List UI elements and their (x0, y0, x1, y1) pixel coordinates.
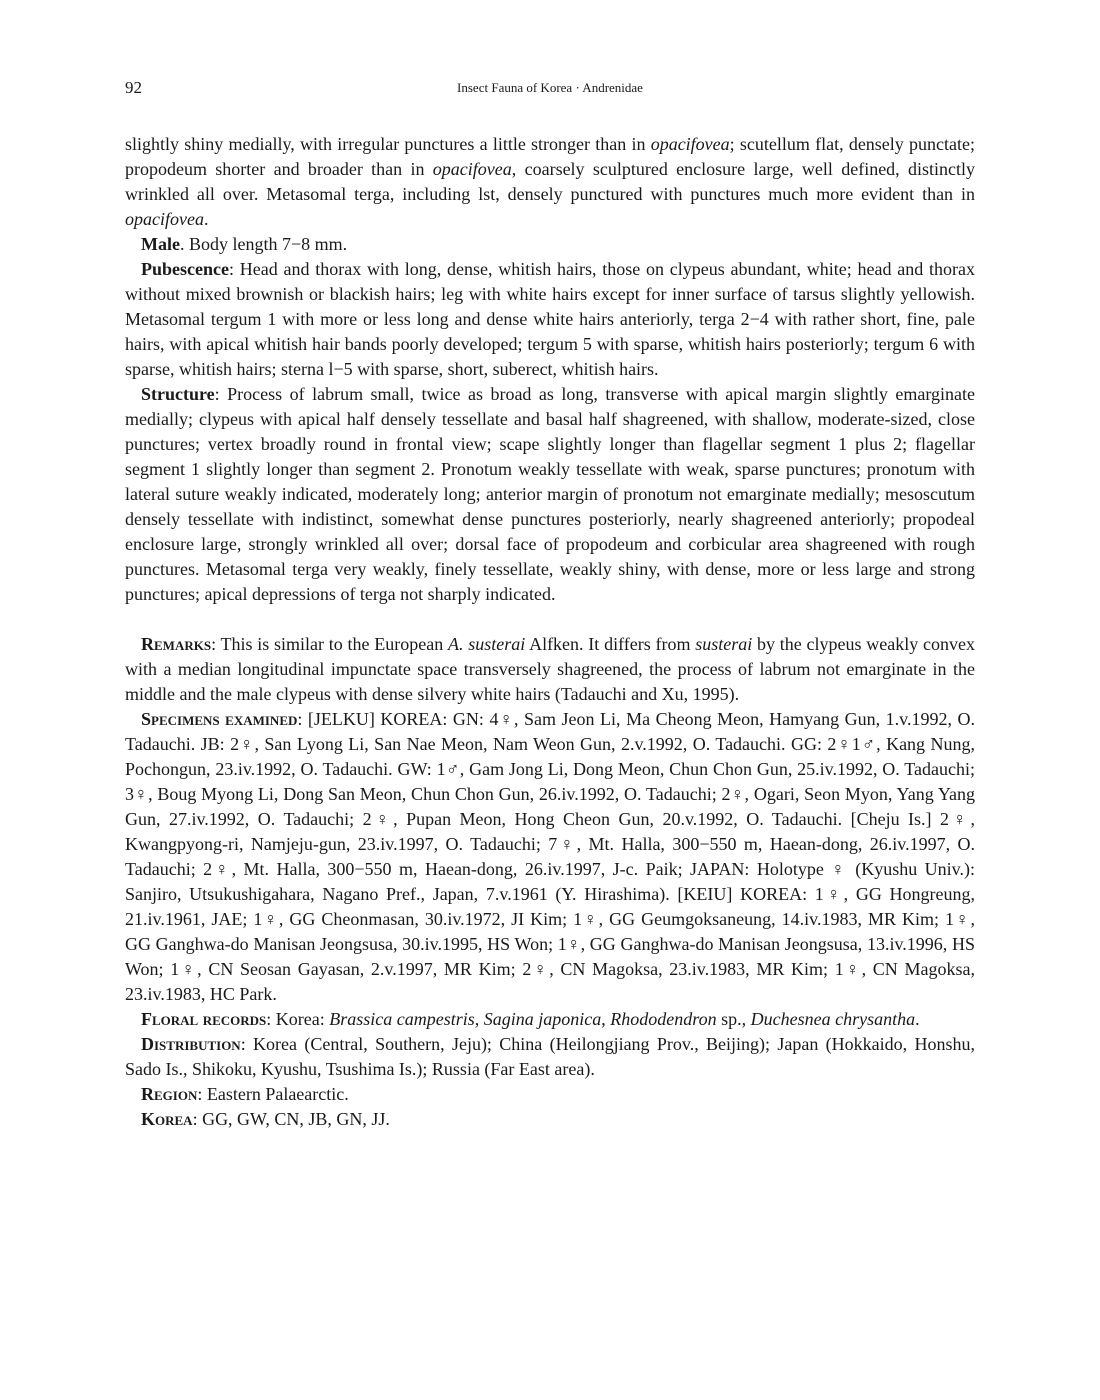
inline-heading: Floral records (141, 1009, 267, 1029)
text-run: , (601, 1009, 611, 1029)
section-spacer (125, 607, 975, 632)
text-run: by the clypeus weakly convex with a median longitudinal impunctate space transversely shagreened, the process of labrum not emarginate in the middle and the male clypeus with dense silvery white hairs (Tadauchi and Xu, 1995). (125, 634, 975, 704)
text-run: : Eastern Palaearctic. (197, 1084, 349, 1104)
text-run: slightly shiny medially, with irregular punctures a little stronger than in (125, 134, 651, 154)
text-run: : Head and thorax with long, dense, whitish hairs, those on clypeus abundant, white; head and thorax without mixed brownish or blackish hairs; leg with white hairs except for inner surface of tarsus slightly yellowish. Metasomal tergum 1 with more or less long and dense white hairs anteriorly, terga 2−4 with rather short, fine, pale hairs, with apical whitish hair bands poorly developed; tergum 5 with sparse, whitish hairs posteriorly; tergum 6 with sparse, whitish hairs; sterna l−5 with sparse, short, suberect, whitish hairs. (125, 259, 975, 379)
body-text (125, 132, 975, 1132)
text-run: : Process of labrum small, twice as broad as long, transverse with apical margin slightly emarginate medially; clypeus with apical half densely tessellate and basal half shagreened, with shallow, moderate-sized, close punctures; vertex broadly round in frontal view; scape slightly longer than flagellar segment 1 plus 2; flagellar segment 1 slightly longer than segment 2. Pronotum weakly tessellate with weak, sparse punctures; pronotum with lateral suture weakly indicated, moderately long; anterior margin of pronotum not emarginate medially; mesoscutum densely tessellate with indistinct, somewhat dense punctures posteriorly, nearly shagreened anteriorly; propodeal enclosure large, strongly wrinkled all over; dorsal face of propodeum and corbicular area shagreened with rough punctures. Metasomal terga very weakly, finely tessellate, weakly shiny, with dense, more or less large and strong punctures; apical depressions of terga not sharply indicated. (125, 384, 975, 604)
paragraph-male-heading (125, 232, 975, 257)
text-run: , coarsely sculptured enclosure large, well defined, distinctly wrinkled all over. Metasomal terga, including lst, densely punctured with punctures much more evident than in (125, 159, 975, 204)
page-number: 92 (125, 78, 142, 97)
text-run: : GG, GW, CN, JB, GN, JJ. (192, 1109, 390, 1129)
text-run: ; scutellum flat, densely punctate; propodeum shorter and broader than in (125, 134, 975, 179)
italic-term: Brassica campestris (329, 1009, 475, 1029)
text-run: . (915, 1009, 920, 1029)
text-run: Alfken. It differs from (525, 634, 696, 654)
paragraph-region (125, 1082, 975, 1107)
text-run: : Korea (Central, Southern, Jeju); China (Heilongjiang Prov., Beijing); Japan (Hokkaido, Honshu, Sado Is., Shikoku, Kyushu, Tsushima Is.); Russia (Far East area). (125, 1034, 975, 1079)
inline-heading: Structure (141, 384, 215, 404)
paragraph-structure (125, 382, 975, 607)
italic-term: opacifovea (432, 159, 512, 179)
paragraph-specimens-examined (125, 707, 975, 1007)
paragraph-distribution (125, 1032, 975, 1082)
inline-heading: Korea (141, 1109, 193, 1129)
text-run: : Korea: (266, 1009, 330, 1029)
inline-heading: Pubescence (141, 259, 229, 279)
running-title: Insect Fauna of Korea · Andrenidae (457, 80, 643, 95)
inline-heading: Region (141, 1084, 198, 1104)
italic-term: A. susterai (448, 634, 526, 654)
text-run: : [JELKU] KOREA: GN: 4♀, Sam Jeon Li, Ma Cheong Meon, Hamyang Gun, 1.v.1992, O. Tadauchi. JB: 2♀, San Lyong Li, San Nae Meon, Nam Weon Gun, 2.v.1992, O. Tadauchi. GG: 2♀1♂, Kang Nung, Pochongun, 23.iv.1992, O. Tadauchi. GW: 1♂, Gam Jong Li, Dong Meon, Chun Chon Gun, 25.iv.1992, O. Tadauchi; 3♀, Boug Myong Li, Dong San Meon, Chun Chon Gun, 26.iv.1992, O. Tadauchi; 2♀, Ogari, Seon Myon, Yang Yang Gun, 27.iv.1992, O. Tadauchi; 2♀, Pupan Meon, Hong Cheon Gun, 20.v.1992, O. Tadauchi. [Cheju Is.] 2♀, Kwangpyong-ri, Namjeju-gun, 23.iv.1997, O. Tadauchi; 7♀, Mt. Halla, 300−550 m, Haean-dong, 26.iv.1997, O. Tadauchi; 2♀, Mt. Halla, 300−550 m, Haean-dong, 26.iv.1997, J-c. Paik; JAPAN: Holotype ♀ (Kyushu Univ.): Sanjiro, Utsukushigahara, Nagano Pref., Japan, 7.v.1961 (Y. Hirashima). [KEIU] KOREA: 1♀, GG Hongreung, 21.iv.1961, JAE; 1♀, GG Cheonmasan, 30.iv.1972, JI Kim; 1♀, GG Geumgoksaneung, 14.iv.1983, MR Kim; 1♀, GG Ganghwa-do Manisan Jeongsusa, 30.iv.1995, HS Won; 1♀, GG Ganghwa-do Manisan Jeongsusa, 13.iv.1996, HS Won; 1♀, CN Seosan Gayasan, 2.v.1997, MR Kim; 2♀, CN Magoksa, 23.iv.1983, MR Kim; 1♀, CN Magoksa, 23.iv.1983, HC Park. (125, 709, 975, 1004)
italic-term: opacifovea (650, 134, 730, 154)
paragraph-korea (125, 1107, 975, 1132)
inline-heading: Remarks (141, 634, 212, 654)
text-run: , (474, 1009, 484, 1029)
text-run: sp., (716, 1009, 751, 1029)
paragraph-female-description-continued (125, 132, 975, 232)
italic-term: opacifovea (125, 209, 204, 229)
paragraph-remarks (125, 632, 975, 707)
inline-heading: Specimens examined (141, 709, 298, 729)
text-run: : This is similar to the European (211, 634, 449, 654)
italic-term: Sagina japonica (483, 1009, 602, 1029)
text-run: . Body length 7−8 mm. (179, 234, 348, 254)
paragraph-pubescence (125, 257, 975, 382)
page-header (125, 78, 975, 100)
italic-term: Duchesnea chrysantha (750, 1009, 916, 1029)
inline-heading: Male (141, 234, 180, 254)
italic-term: Rhododendron (610, 1009, 717, 1029)
paragraph-floral-records (125, 1007, 975, 1032)
italic-term: susterai (695, 634, 753, 654)
inline-heading: Distribution (141, 1034, 241, 1054)
text-run: . (203, 209, 209, 229)
